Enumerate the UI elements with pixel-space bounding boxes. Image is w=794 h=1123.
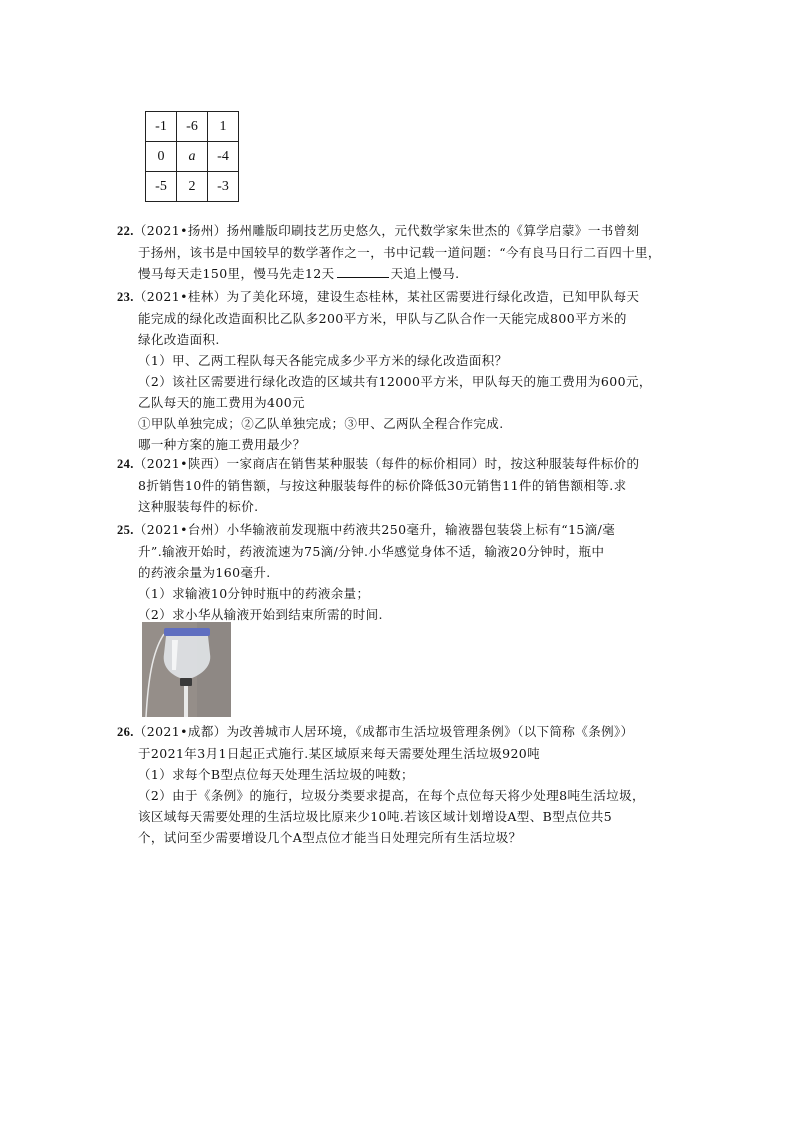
question-text: 于2021年3月1日起正式施行.某区域原来每天需要处理生活垃圾920吨	[138, 746, 541, 761]
grid-row	[146, 142, 239, 172]
question-text: 绿化改造面积.	[138, 332, 220, 347]
question-text: 升”.输液开始时，药液流速为75滴/分钟.小华感觉身体不适，输液20分钟时，瓶中	[138, 544, 605, 559]
grid-cell: 0	[146, 142, 177, 172]
question-text: 天追上慢马.	[390, 266, 460, 281]
grid-cell: -1	[146, 112, 177, 142]
question-text: （2021•台州）小华输液前发现瓶中药液共250毫升，输液器包装袋上标有“15滴/毫	[133, 522, 616, 537]
grid-cell: -5	[146, 172, 177, 202]
grid-cell: 1	[208, 112, 239, 142]
grid-cell: 2	[177, 172, 208, 202]
grid-cell: -3	[208, 172, 239, 202]
grid-cell-variable: a	[177, 142, 208, 172]
question-22	[117, 220, 687, 284]
iv-bottle-icon	[142, 622, 231, 717]
question-text: ①甲队单独完成；②乙队单独完成；③甲、乙两队全程合作完成.	[138, 416, 504, 431]
question-part: （2）求小华从输液开始到结束所需的时间.	[138, 607, 383, 622]
question-text: 能完成的绿化改造面积比乙队多200平方米，甲队与乙队合作一天能完成800平方米的	[138, 311, 627, 326]
question-part: （1）甲、乙两工程队每天各能完成多少平方米的绿化改造面积？	[138, 353, 508, 368]
question-text: 于扬州，该书是中国较早的数学著作之一，书中记载一道问题：“今有良马日行二百四十里，	[138, 245, 661, 260]
question-23	[117, 286, 687, 455]
question-25	[117, 519, 687, 625]
question-text: 个，试问至少需要增设几个A型点位才能当日处理完所有生活垃圾？	[138, 830, 522, 845]
question-26	[117, 721, 687, 848]
question-number: 26.	[117, 725, 134, 739]
question-text: 8折销售10件的销售额，与按这种服装每件的标价降低30元销售11件的销售额相等.求	[138, 478, 627, 493]
question-text: 这种服装每件的标价.	[138, 499, 259, 514]
question-24	[117, 453, 687, 517]
iv-bottle-photo	[142, 622, 231, 717]
question-text: （2021•陕西）一家商店在销售某种服装（每件的标价相同）时，按这种服装每件标价的	[133, 456, 640, 471]
question-text: 哪一种方案的施工费用最少？	[138, 437, 306, 452]
question-text: （2021•成都）为改善城市人居环境，《成都市生活垃圾管理条例》（以下简称《条例》）	[133, 724, 634, 739]
question-part: （1）求输液10分钟时瓶中的药液余量；	[138, 586, 370, 601]
question-part: （1）求每个B型点位每天处理生活垃圾的吨数；	[138, 767, 414, 782]
question-part: （2）由于《条例》的施行，垃圾分类要求提高，在每个点位每天将少处理8吨生活垃圾，	[138, 788, 645, 803]
question-number: 22.	[117, 224, 134, 238]
question-text: 乙队每天的施工费用为400元	[138, 395, 305, 410]
magic-square-grid	[145, 111, 239, 202]
question-text: 该区域每天需要处理的生活垃圾比原来少10吨.若该区域计划增设A型、B型点位共5	[138, 809, 613, 824]
grid-row	[146, 172, 239, 202]
grid-cell: -4	[208, 142, 239, 172]
question-text: 的药液余量为160毫升.	[138, 565, 271, 580]
question-text: （2021•扬州）扬州雕版印刷技艺历史悠久，元代数学家朱世杰的《算学启蒙》一书曾刻	[133, 223, 640, 238]
question-number: 23.	[117, 290, 134, 304]
question-number: 24.	[117, 457, 134, 471]
question-text: 慢马每天走150里，慢马先走12天	[138, 266, 335, 281]
question-number: 25.	[117, 523, 134, 537]
question-text: （2021•桂林）为了美化环境，建设生态桂林，某社区需要进行绿化改造，已知甲队每天	[133, 289, 640, 304]
grid-cell: -6	[177, 112, 208, 142]
answer-blank[interactable]	[337, 265, 389, 278]
question-part: （2）该社区需要进行绿化改造的区域共有12000平方米，甲队每天的施工费用为600元，	[138, 374, 652, 389]
grid-row	[146, 112, 239, 142]
